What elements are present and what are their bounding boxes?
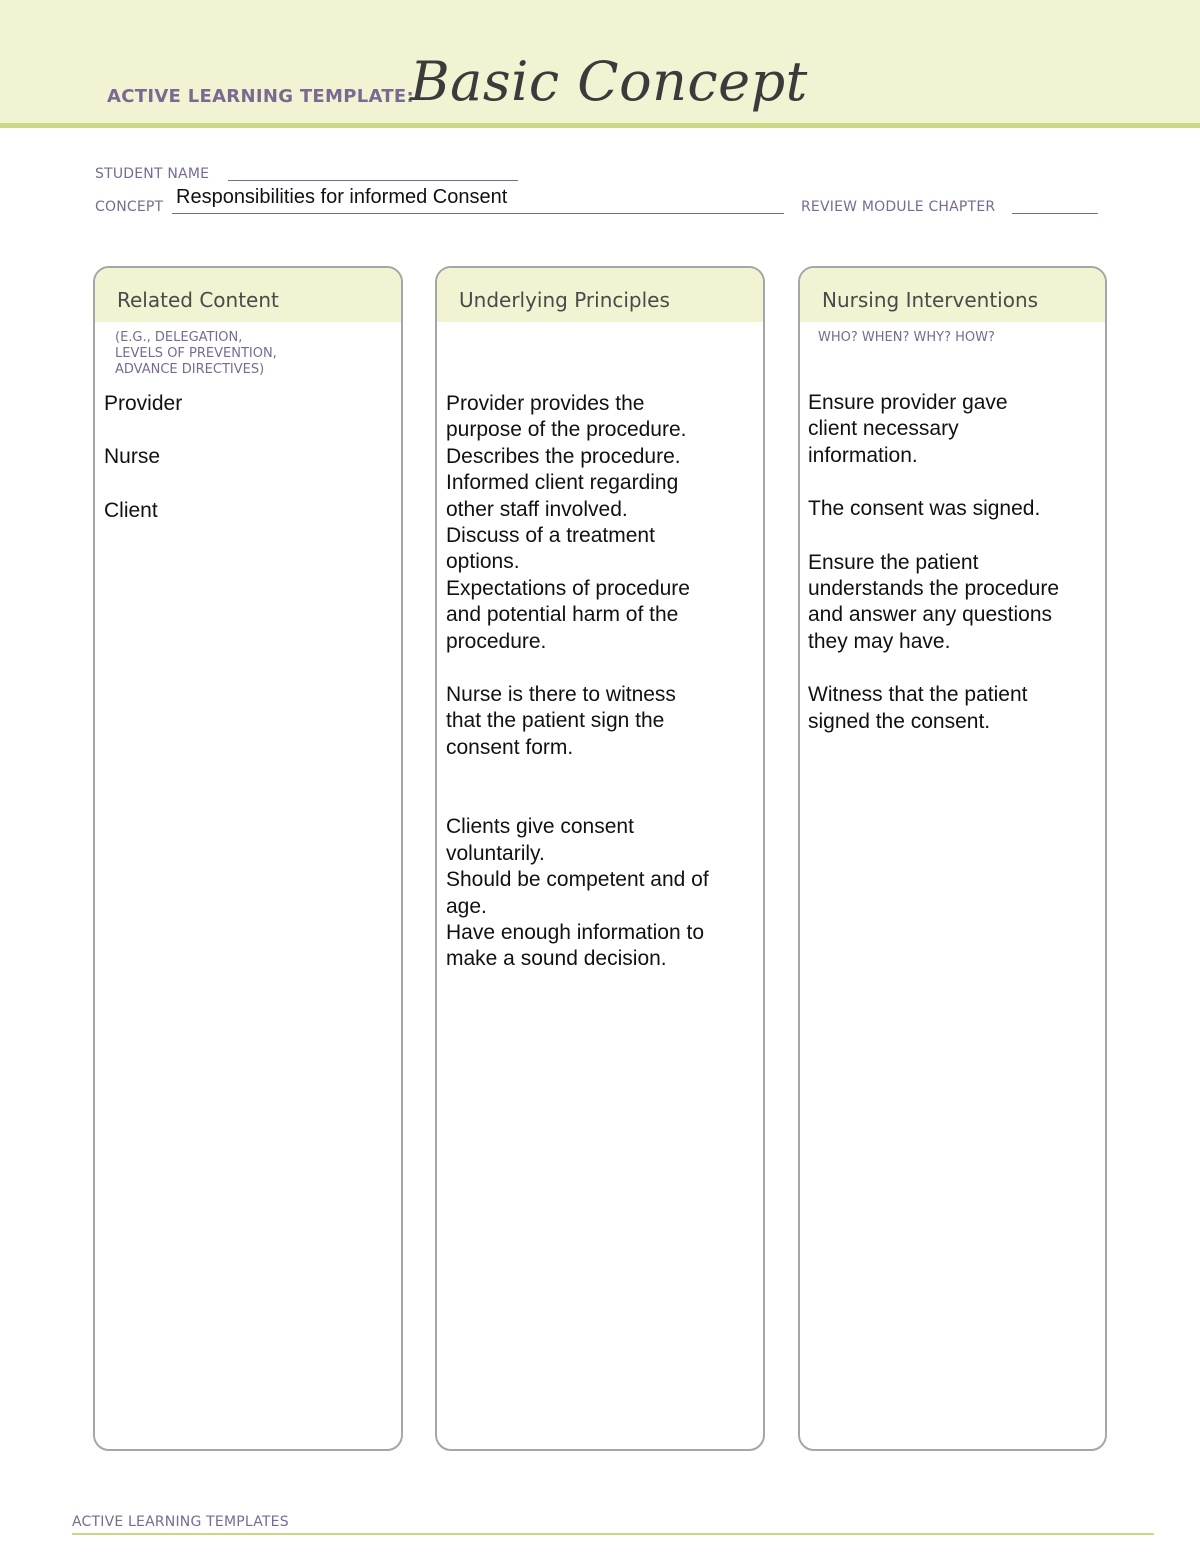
related-content-subtitle: (E.G., DELEGATION, LEVELS OF PREVENTION, ADVANCE DIRECTIVES) (115, 330, 277, 377)
underlying-principles-title: Underlying Principles (437, 268, 763, 322)
related-item-nurse: Nurse (104, 445, 161, 469)
principles-block-nurse: Nurse is there to witness that the patient sign the consent form. (446, 683, 676, 759)
header-rule (0, 123, 1200, 128)
student-name-label: STUDENT NAME (95, 166, 210, 182)
principles-block-client: Clients give consent voluntarily. Should be competent and of age. Have enough information to make a sound decision. (446, 815, 709, 971)
interventions-block-1: Ensure provider gave client necessary information. (808, 391, 1008, 467)
related-content-card (93, 266, 403, 1451)
related-item-client: Client (104, 498, 158, 522)
related-item-provider: Provider (104, 392, 183, 415)
template-label: ACTIVE LEARNING TEMPLATE: (107, 86, 414, 107)
student-name-field[interactable] (228, 180, 518, 181)
concept-field[interactable] (172, 213, 784, 214)
interventions-block-2: The consent was signed. (808, 497, 1041, 521)
concept-value: Responsibilities for informed Consent (176, 186, 508, 208)
review-module-label: REVIEW MODULE CHAPTER (801, 199, 996, 215)
nursing-interventions-card (798, 266, 1107, 1451)
nursing-interventions-text (808, 390, 1103, 735)
nursing-interventions-title: Nursing Interventions (800, 268, 1105, 322)
related-content-list (104, 391, 182, 524)
underlying-principles-card (435, 266, 765, 1451)
principles-block-provider: Provider provides the purpose of the procedure. Describes the procedure. Informed client regarding other staff involved. Discuss of a treatment options. Expectations of procedure and potential harm of the procedure. (446, 392, 690, 653)
nursing-interventions-subtitle: WHO? WHEN? WHY? HOW? (818, 330, 995, 345)
related-content-title: Related Content (95, 268, 401, 322)
interventions-block-4: Witness that the patient signed the consent. (808, 683, 1028, 733)
concept-label: CONCEPT (95, 199, 164, 215)
footer-rule (72, 1533, 1154, 1535)
review-module-field[interactable] (1012, 213, 1098, 214)
footer-label: ACTIVE LEARNING TEMPLATES (72, 1514, 289, 1530)
template-title: Basic Concept (410, 50, 808, 113)
underlying-principles-text (446, 391, 756, 973)
interventions-block-3: Ensure the patient understands the procedure and answer any questions they may have. (808, 550, 1060, 653)
